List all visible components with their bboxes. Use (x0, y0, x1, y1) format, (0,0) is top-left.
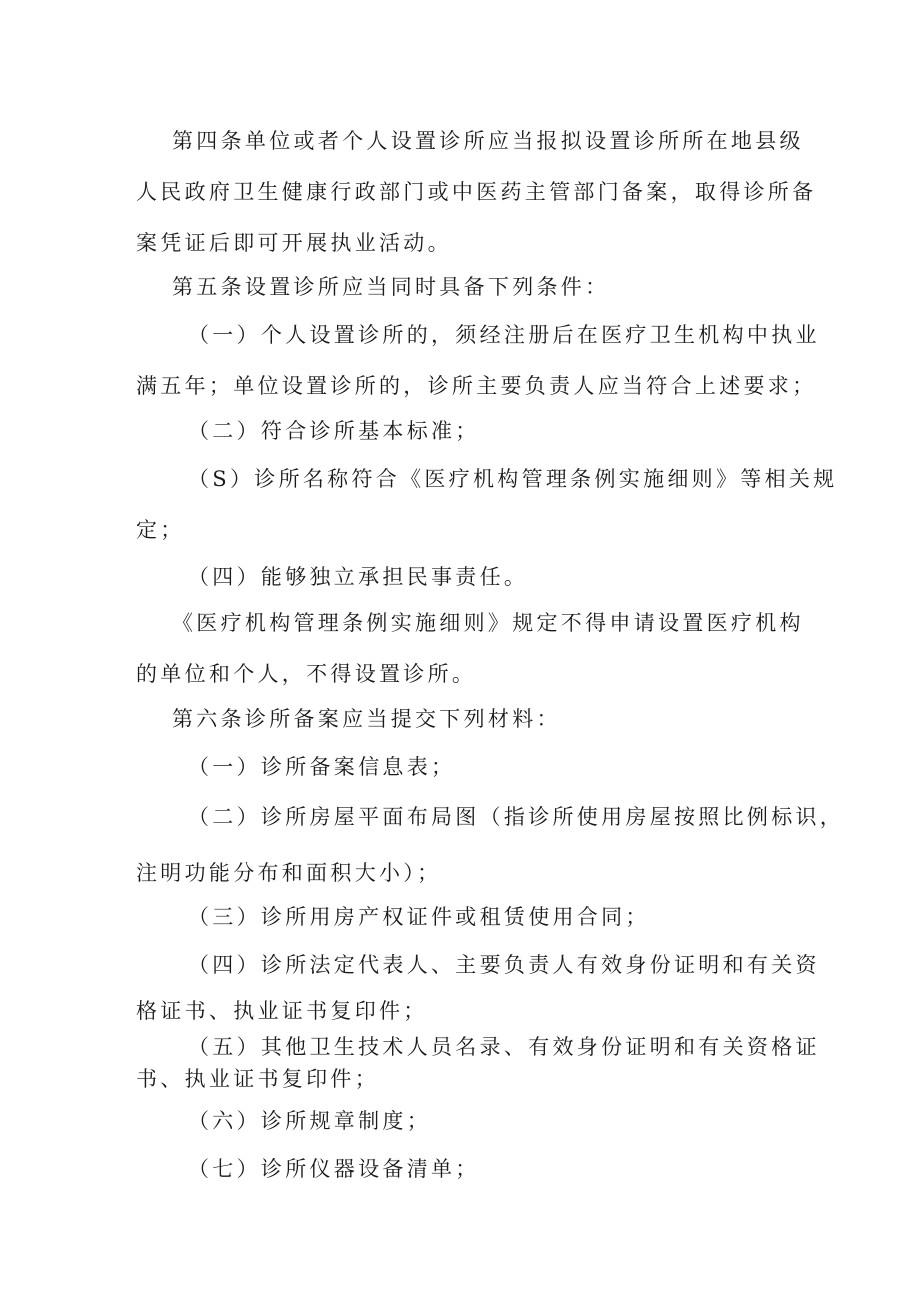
text-line: 的单位和个人，不得设置诊所。 (136, 662, 477, 686)
article-5-item-2 (136, 418, 796, 444)
article-5-heading (136, 274, 796, 300)
text-line: 第四条单位或者个人设置诊所应当报拟设置诊所所在地县级 (172, 129, 804, 153)
article-6-item-1 (136, 754, 796, 780)
text-line: （七）诊所仪器设备清单； (188, 1157, 480, 1181)
article-6-item-5 (136, 1034, 820, 1092)
text-line: （二）诊所房屋平面布局图（指诊所使用房屋按照比例标识， (188, 805, 845, 829)
text-line: （S）诊所名称符合《医疗机构管理条例实施细则》等相关规 (188, 467, 838, 491)
text-line: （四）能够独立承担民事责任。 (188, 565, 529, 589)
article-5-item-1 (136, 322, 820, 399)
text-line: 定； (136, 518, 185, 542)
text-line: 满五年；单位设置诊所的，诊所主要负责人应当符合上述要求； (136, 374, 817, 398)
text-line: （六）诊所规章制度； (188, 1109, 431, 1133)
text-line: 格证书、执业证书复印件； (136, 999, 428, 1023)
article-6-item-3 (136, 904, 796, 930)
text-line: 《医疗机构管理条例实施细则》规定不得申请设置医疗机构 (172, 611, 804, 635)
text-line: 人民政府卫生健康行政部门或中医药主管部门备案，取得诊所备 (136, 180, 817, 204)
text-line: 第五条设置诊所应当同时具备下列条件： (172, 275, 610, 299)
text-line: （二）符合诊所基本标准； (188, 419, 480, 443)
text-line: （三）诊所用房产权证件或租赁使用合同； (188, 905, 650, 929)
article-6-item-7 (136, 1156, 796, 1182)
article-6-heading (136, 706, 796, 732)
article-5-item-4 (136, 564, 796, 590)
article-6-item-2 (136, 804, 845, 886)
text-line: （一）个人设置诊所的，须经注册后在医疗卫生机构中执业 (188, 323, 820, 347)
article-4-paragraph (136, 128, 817, 256)
text-line: （五）其他卫生技术人员名录、有效身份证明和有关资格证 (188, 1035, 820, 1059)
text-line: 第六条诊所备案应当提交下列材料： (172, 707, 561, 731)
article-6-item-4 (136, 952, 820, 1024)
article-5-note (136, 610, 804, 687)
text-line: （一）诊所备案信息表； (188, 755, 456, 779)
text-line: 注明功能分布和面积大小）； (136, 861, 442, 885)
text-line: （四）诊所法定代表人、主要负责人有效身份证明和有关资 (188, 953, 820, 977)
text-line: 书、执业证书复印件； (136, 1067, 379, 1091)
text-line: 案凭证后即可开展执业活动。 (136, 231, 452, 255)
article-6-item-6 (136, 1108, 796, 1134)
article-5-item-3 (136, 466, 838, 543)
